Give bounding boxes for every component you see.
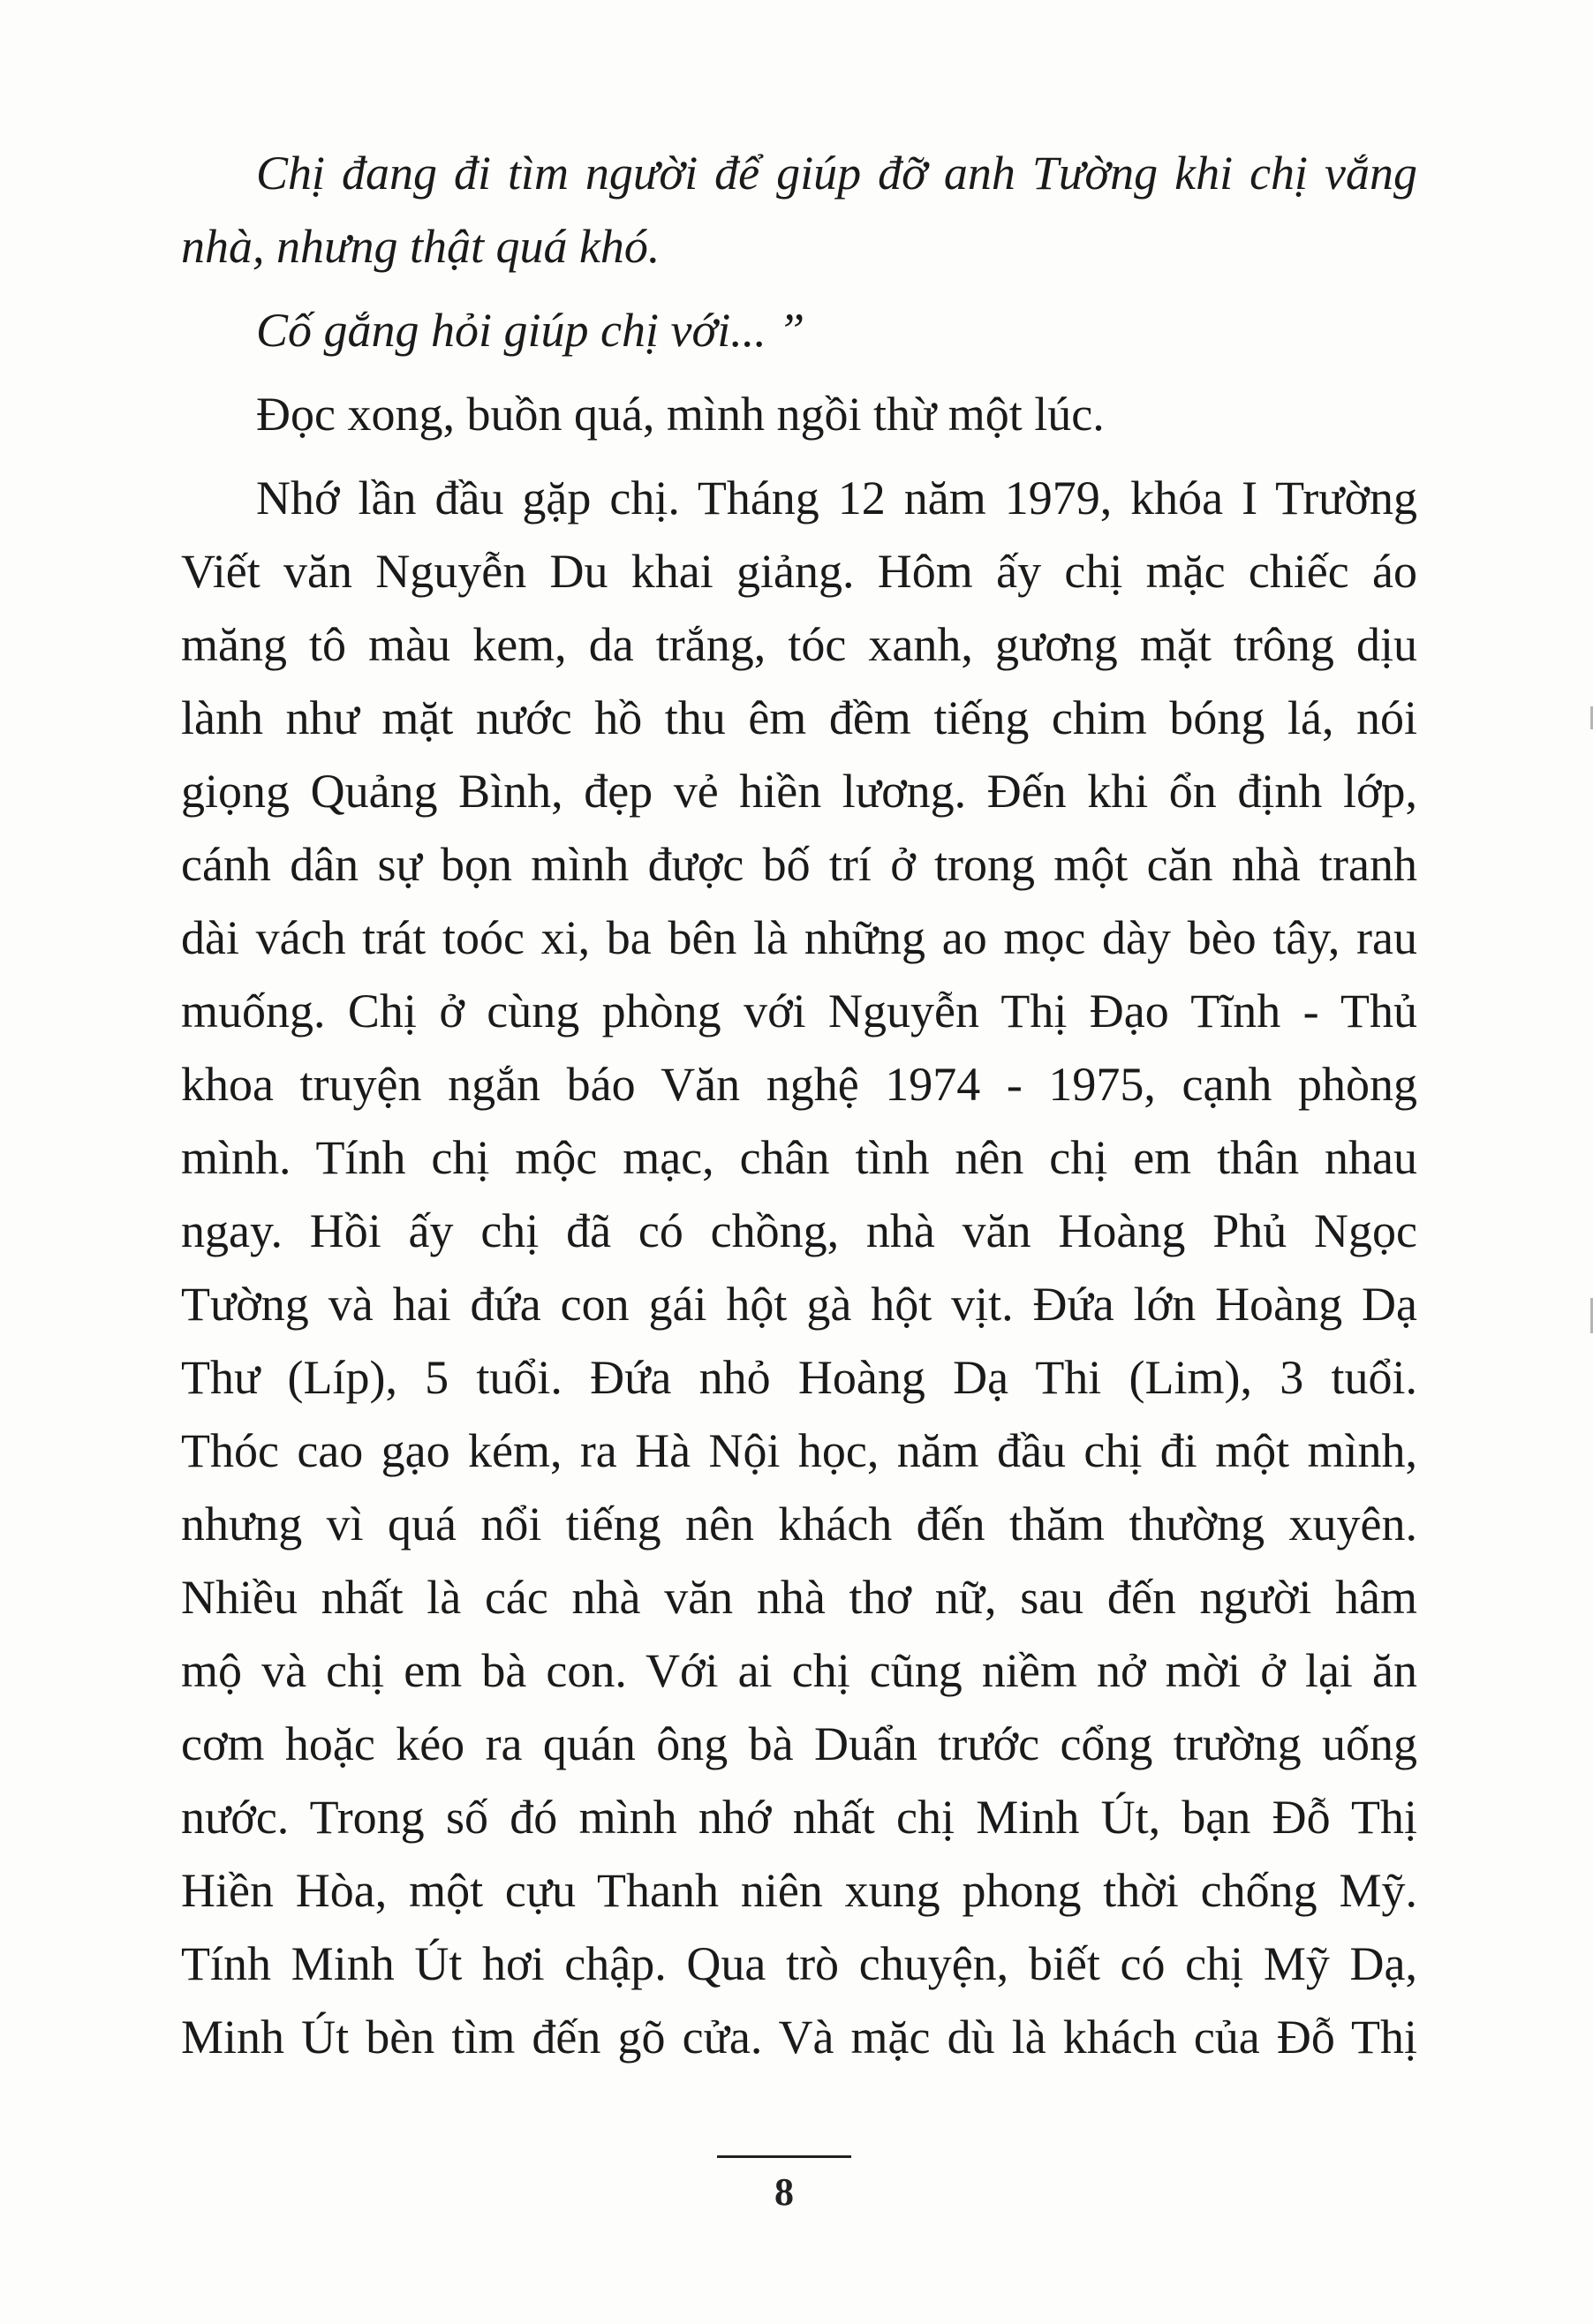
text-line: khoa truyện ngắn báo Văn nghệ 1974 - 1975, cạnh phòng	[181, 1058, 1417, 1111]
text-line: Tính Minh Út hơi chập. Qua trò chuyện, biết có chị Mỹ Dạ,	[181, 1937, 1417, 1990]
text-line: cánh dân sự bọn mình được bố trí ở trong một căn nhà tranh	[181, 838, 1417, 891]
text-line: mộ và chị em bà con. Với ai chị cũng niềm nở mời ở lại ăn	[181, 1644, 1417, 1697]
text-line: mình. Tính chị mộc mạc, chân tình nên chị em thân nhau	[181, 1131, 1417, 1184]
page-number: 8	[774, 2170, 794, 2214]
letter-line: nhà, nhưng thật quá khó.	[181, 220, 661, 273]
page-number-rule	[717, 2155, 851, 2158]
text-line: ngay. Hồi ấy chị đã có chồng, nhà văn Hoàng Phủ Ngọc	[181, 1204, 1417, 1257]
text-line: Tường và hai đứa con gái hột gà hột vịt. Đứa lớn Hoàng Dạ	[181, 1278, 1417, 1331]
text-line: Hiền Hòa, một cựu Thanh niên xung phong thời chống Mỹ.	[181, 1864, 1417, 1917]
text-line: măng tô màu kem, da trắng, tóc xanh, gương mặt trông dịu	[181, 618, 1417, 671]
letter-line: Cố gắng hỏi giúp chị với... ”	[256, 304, 805, 357]
text-line: Viết văn Nguyễn Du khai giảng. Hôm ấy chị mặc chiếc áo	[181, 545, 1417, 598]
text-line: Nhiều nhất là các nhà văn nhà thơ nữ, sau đến người hâm	[181, 1571, 1417, 1624]
text-line: muống. Chị ở cùng phòng với Nguyễn Thị Đạo Tĩnh - Thủ	[181, 985, 1417, 1038]
text-line: giọng Quảng Bình, đẹp vẻ hiền lương. Đến khi ổn định lớp,	[181, 765, 1417, 818]
text-line: nước. Trong số đó mình nhớ nhất chị Minh Út, bạn Đỗ Thị	[181, 1791, 1417, 1844]
text-line: Đọc xong, buồn quá, mình ngồi thừ một lúc.	[256, 388, 1105, 441]
letter-line: Chị đang đi tìm người để giúp đỡ anh Tường khi chị vắng	[256, 147, 1417, 200]
text-line: Nhớ lần đầu gặp chị. Tháng 12 năm 1979, khóa I Trường	[256, 472, 1417, 524]
text-line: Minh Út bèn tìm đến gõ cửa. Và mặc dù là khách của Đỗ Thị	[181, 2011, 1417, 2064]
text-line: dài vách trát toóc xi, ba bên là những ao mọc dày bèo tây, rau	[181, 911, 1417, 964]
text-line: Thóc cao gạo kém, ra Hà Nội học, năm đầu chị đi một mình,	[181, 1424, 1417, 1477]
text-line: cơm hoặc kéo ra quán ông bà Duẩn trước cổng trường uống	[181, 1717, 1417, 1770]
text-line: Thư (Líp), 5 tuổi. Đứa nhỏ Hoàng Dạ Thi (Lim), 3 tuổi.	[181, 1351, 1417, 1404]
text-line: nhưng vì quá nổi tiếng nên khách đến thăm thường xuyên.	[181, 1498, 1417, 1551]
body-text	[181, 137, 1417, 2074]
text-line: lành như mặt nước hồ thu êm đềm tiếng chim bóng lá, nói	[181, 691, 1417, 744]
